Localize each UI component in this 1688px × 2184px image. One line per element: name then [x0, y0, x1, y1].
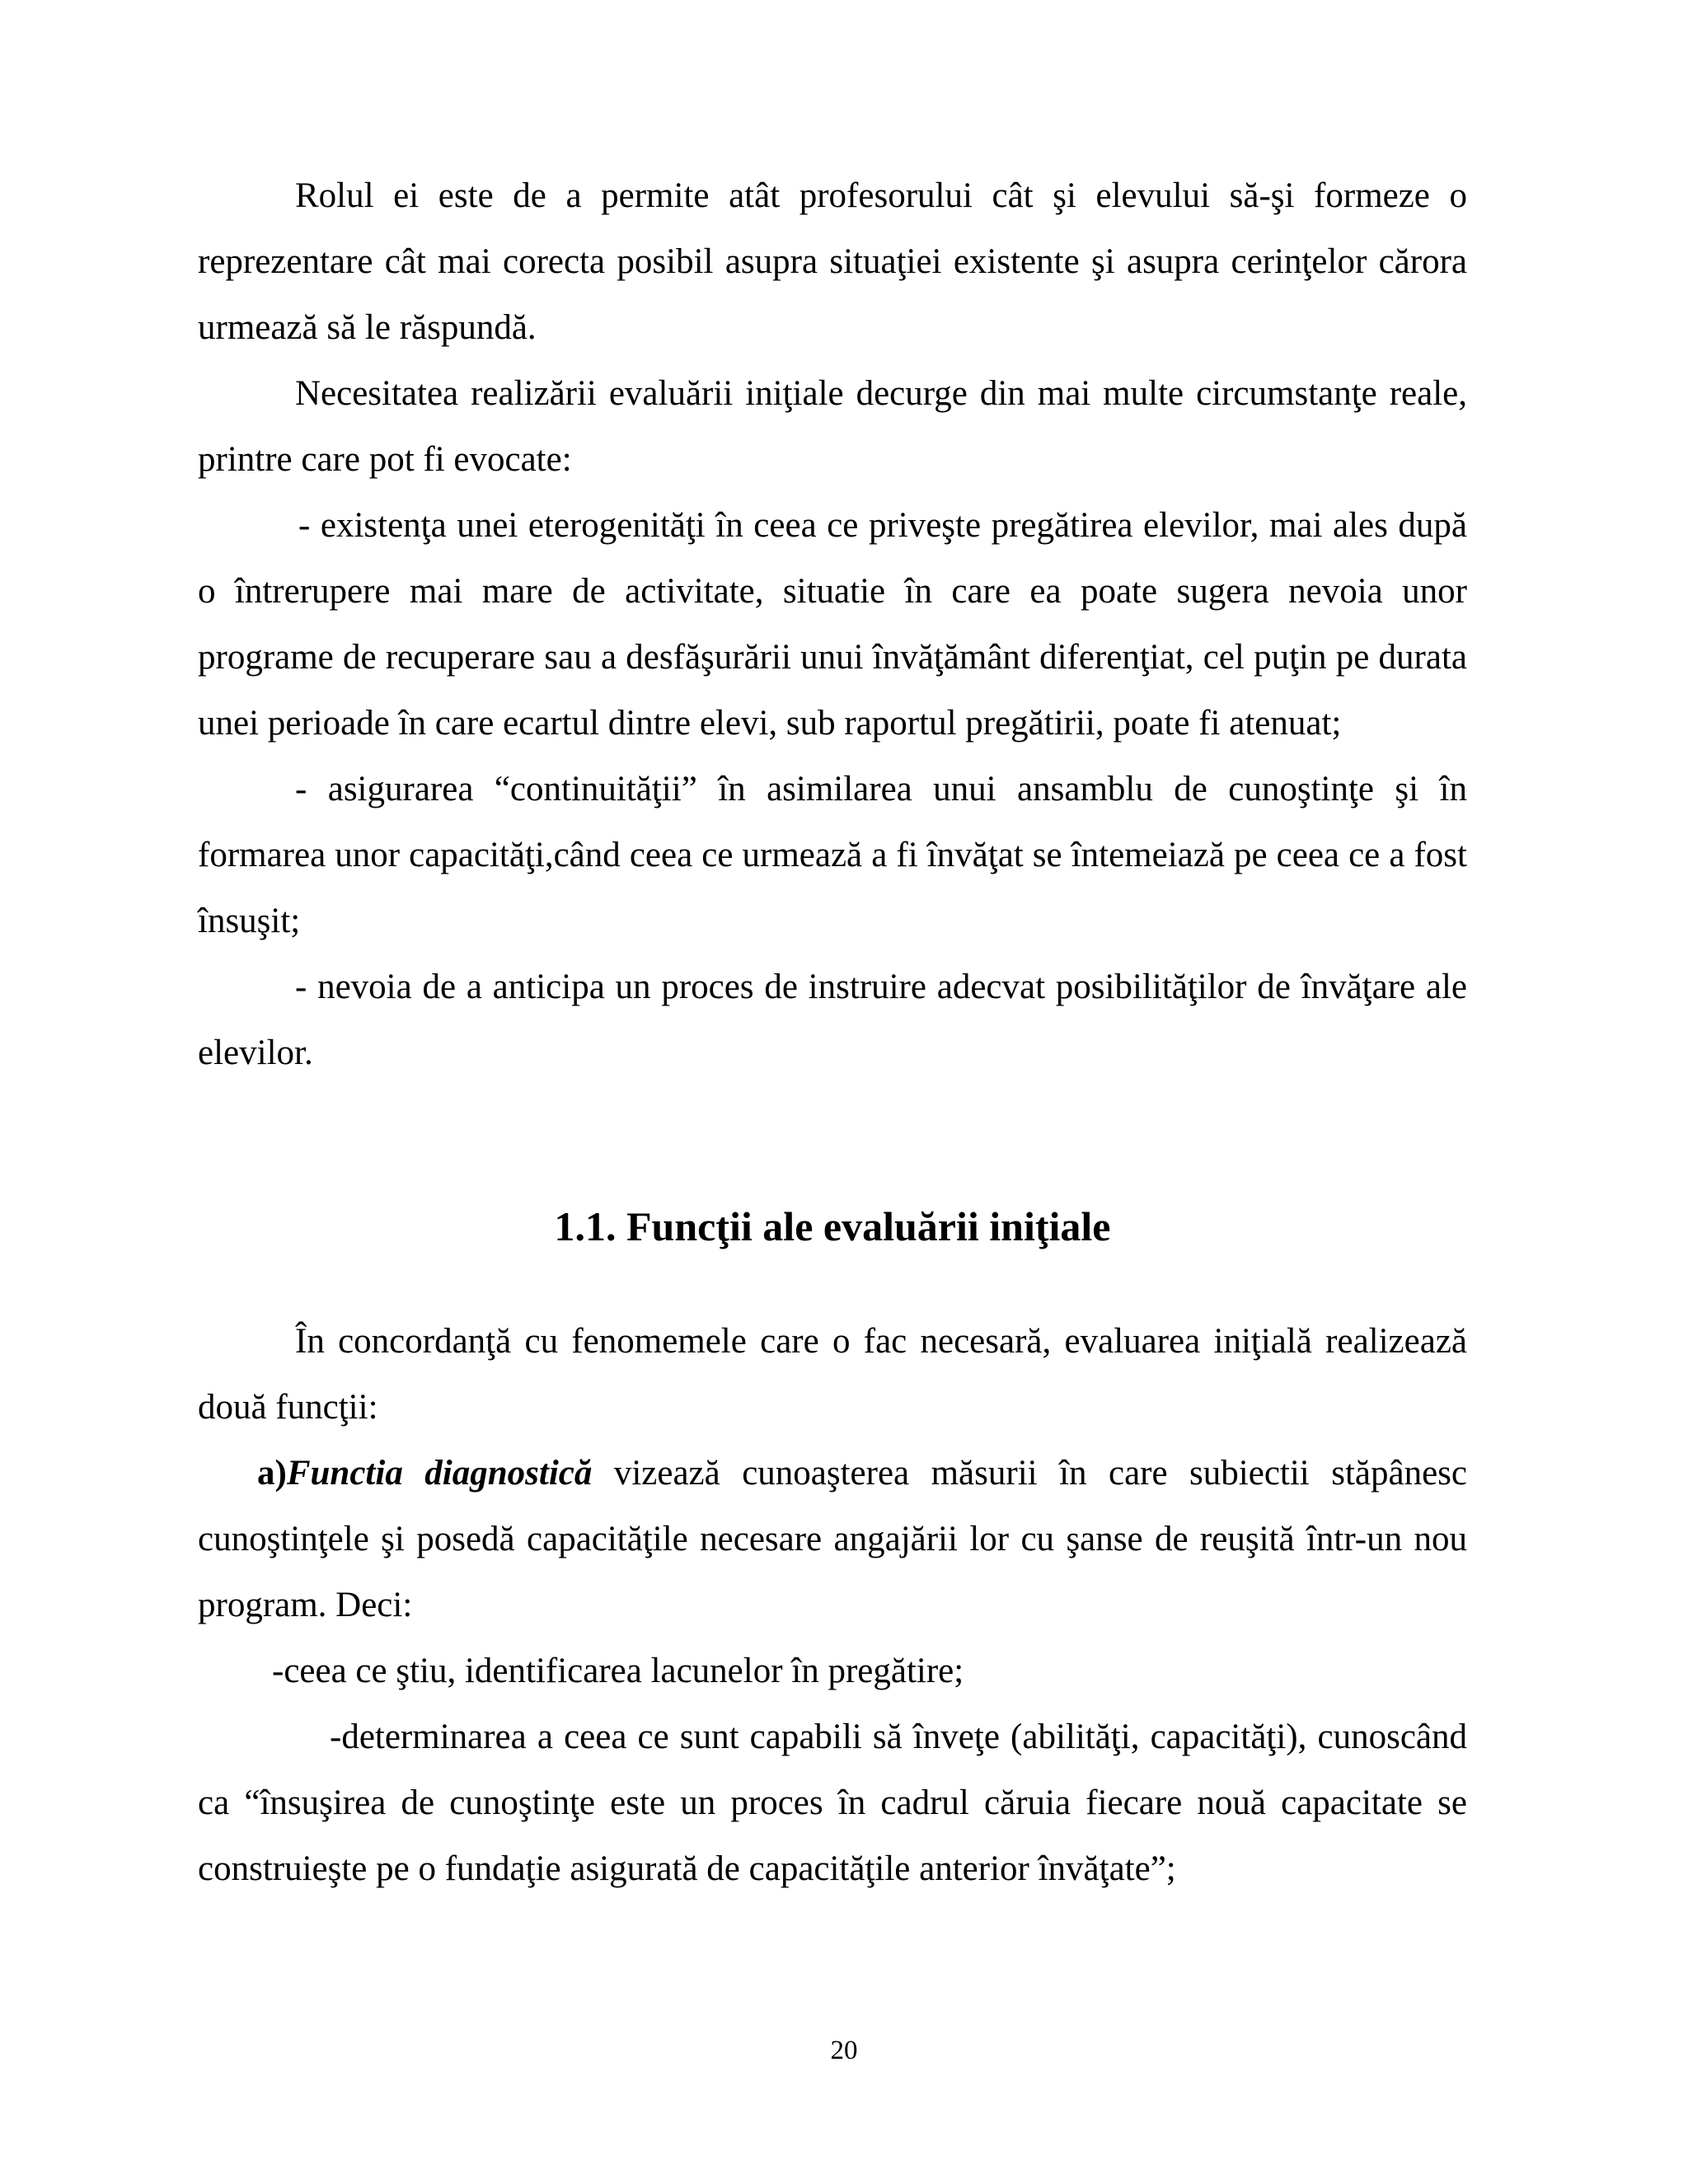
- functia-text: vizează cunoaşterea măsurii în care subiectii stăpânesc cunoştinţele şi posedă capacităţile necesare angajării lor cu şanse de reuşită într-un nou program. Deci:: [198, 1454, 1467, 1624]
- list-item-nevoia: - nevoia de a anticipa un proces de instruire adecvat posibilităţilor de învăţare ale elevilor.: [198, 968, 1467, 1072]
- paragraph-rolul: Rolul ei este de a permite atât profesorului cât şi elevului să-şi formeze o reprezentare cât mai corecta posibil asupra situaţiei existente şi asupra cerinţelor cărora urmează să le răspundă.: [198, 176, 1467, 347]
- paragraph-intro: În concordanţă cu fenomemele care o fac necesară, evaluarea iniţială realizează două funcţii:: [198, 1322, 1467, 1427]
- paragraph-necesitatea: Necesitatea realizării evaluării iniţiale decurge din mai multe circumstanţe reale, printre care pot fi evocate:: [198, 374, 1467, 479]
- section-heading: 1.1. Funcţii ale evaluării iniţiale: [554, 1203, 1111, 1249]
- term-functia-diagnostica: Functia diagnostică: [286, 1454, 593, 1493]
- body-text-bottom: [198, 1309, 1467, 1902]
- label-a: a): [257, 1454, 287, 1493]
- paragraph-functia-diagnostica: [198, 1441, 1467, 1638]
- body-text-top: [198, 163, 1467, 1086]
- list-item-asigurarea: - asigurarea “continuităţii” în asimilarea unui ansamblu de cunoştinţe şi în formarea unor capacităţi,când ceea ce urmează a fi învăţat se întemeiază pe ceea ce a fost însuşit;: [198, 770, 1467, 940]
- page-number: 20: [830, 2036, 858, 2065]
- list-item-existenta: - existenţa unei eterogenităţi în ceea ce priveşte pregătirea elevilor, mai ales după o întrerupere mai mare de activitate, situatie în care ea poate sugera nevoia unor programe de recuperare sau a desfăşurării unui învăţământ diferenţiat, cel puţin pe durata unei perioade în care ecartul dintre elevi, sub raportul pregătirii, poate fi atenuat;: [198, 506, 1467, 743]
- list-item-determinarea: -determinarea a ceea ce sunt capabili să înveţe (abilităţi, capacităţi), cunoscând ca “însuşirea de cunoştinţe este un proces în cadrul căruia fiecare nouă capacitate se construieşte pe o fundaţie asigurată de capacităţile anterior învăţate”;: [198, 1718, 1467, 1888]
- list-item-ceea-ce-stiu: -ceea ce ştiu, identificarea lacunelor în pregătire;: [272, 1652, 964, 1690]
